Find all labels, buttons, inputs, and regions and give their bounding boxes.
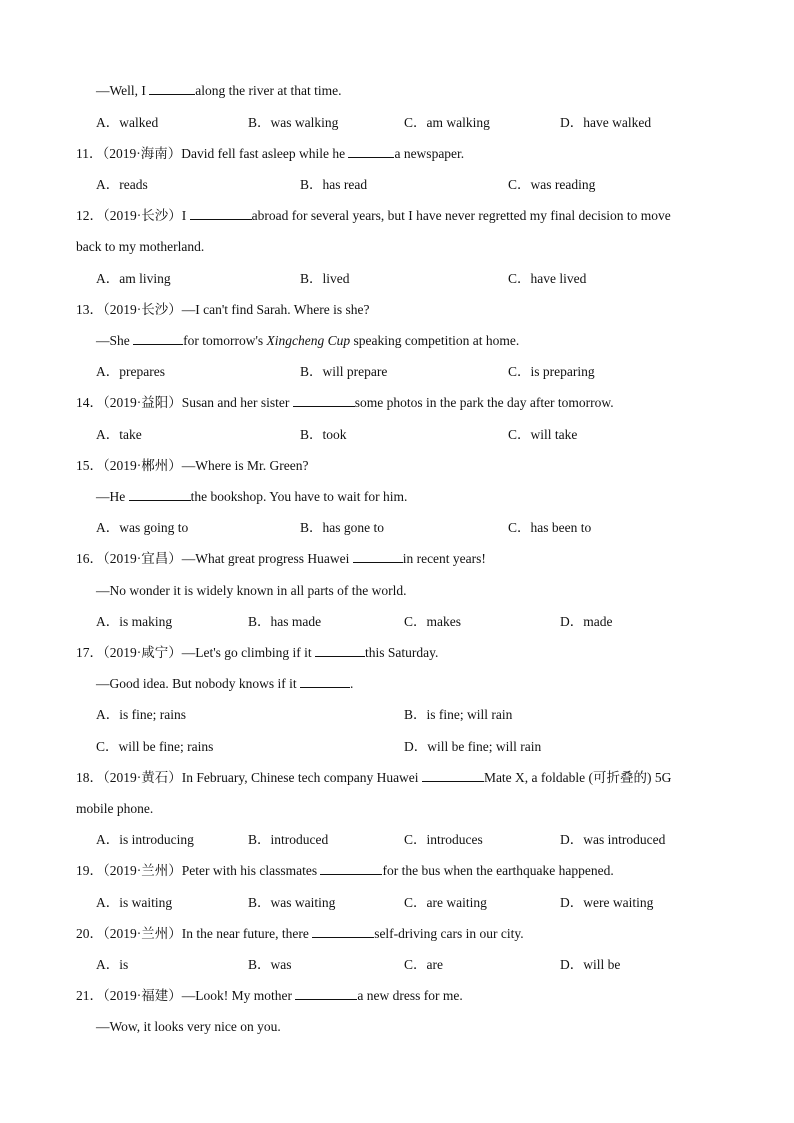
question-number: 21．（2019·福建）	[76, 988, 182, 1003]
option-d[interactable]: D．was introduced	[560, 832, 666, 847]
option-a[interactable]: A．prepares	[96, 364, 165, 379]
question-text: —Let's go climbing if it	[181, 645, 316, 660]
option-d[interactable]: D．will be fine; will rain	[404, 739, 542, 754]
option-a[interactable]: A．take	[96, 427, 142, 442]
option-a[interactable]: A．is fine; rains	[96, 707, 186, 722]
option-c[interactable]: C．introduces	[404, 832, 483, 847]
question-line: —Wow, it looks very nice on you.	[96, 1019, 281, 1034]
option-c[interactable]: C．will be fine; rains	[96, 739, 214, 754]
question-number: 14．（2019·益阳）	[76, 395, 182, 410]
answer-blank	[300, 675, 350, 688]
option-b[interactable]: B．was waiting	[248, 895, 336, 910]
option-d[interactable]: D．will be	[560, 957, 621, 972]
question-text: for the bus when the earthquake happened.	[382, 863, 614, 878]
question-text: I	[181, 208, 190, 223]
option-c[interactable]: C．are	[404, 957, 443, 972]
question-line	[96, 332, 519, 350]
question-line	[76, 207, 671, 225]
question-number: 18．（2019·黄石）	[76, 770, 182, 785]
question-text: Peter with his classmates	[181, 863, 321, 878]
option-c[interactable]: C．are waiting	[404, 895, 487, 910]
answer-blank	[293, 394, 355, 407]
question-text: Mate X, a foldable (可折叠的) 5G	[483, 770, 672, 785]
question-text: —Good idea. But nobody knows if it	[96, 676, 300, 691]
question-continuation: mobile phone.	[76, 801, 154, 816]
question-number: 13．（2019·长沙）	[76, 302, 182, 317]
question-text: In the near future, there	[181, 926, 313, 941]
question-line	[76, 457, 308, 475]
question-number: 15．（2019·郴州）	[76, 458, 182, 473]
question-text: —Where is Mr. Green?	[181, 458, 309, 473]
option-b[interactable]: B．has made	[248, 614, 322, 629]
option-d[interactable]: D．were waiting	[560, 895, 654, 910]
option-b[interactable]: B．is fine; will rain	[404, 707, 513, 722]
question-text: along the river at that time.	[195, 83, 342, 98]
option-b[interactable]: B．introduced	[248, 832, 329, 847]
question-text: —Look! My mother	[181, 988, 296, 1003]
option-a[interactable]: A．is waiting	[96, 895, 173, 910]
option-b[interactable]: B．was walking	[248, 115, 339, 130]
question-line	[96, 488, 407, 506]
question-text: —I can't find Sarah. Where is she?	[181, 302, 370, 317]
question-line	[76, 987, 463, 1005]
question-line	[76, 644, 438, 662]
answer-blank	[320, 862, 382, 875]
question-line: —No wonder it is widely known in all parts of the world.	[96, 583, 407, 598]
option-c[interactable]: C．has been to	[508, 520, 592, 535]
option-c[interactable]: C．am walking	[404, 115, 490, 130]
answer-blank	[190, 207, 252, 220]
answer-blank	[315, 644, 365, 657]
answer-blank	[348, 145, 394, 158]
option-c[interactable]: C．have lived	[508, 271, 587, 286]
question-line	[96, 82, 341, 100]
answer-blank	[422, 769, 484, 782]
question-text: some photos in the park the day after tomorrow.	[354, 395, 614, 410]
question-number: 12．（2019·长沙）	[76, 208, 182, 223]
question-text: —He	[96, 489, 129, 504]
option-a[interactable]: A．am living	[96, 271, 171, 286]
competition-name: Xingcheng Cup	[266, 333, 351, 348]
option-b[interactable]: B．will prepare	[300, 364, 388, 379]
option-d[interactable]: D．made	[560, 614, 613, 629]
question-text: —She	[96, 333, 134, 348]
option-a[interactable]: A．reads	[96, 177, 148, 192]
option-a[interactable]: A．was going to	[96, 520, 189, 535]
option-a[interactable]: A．walked	[96, 115, 159, 130]
question-text: this Saturday.	[365, 645, 439, 660]
question-line	[96, 675, 353, 693]
question-text: the bookshop. You have to wait for him.	[190, 489, 408, 504]
question-text: in recent years!	[402, 551, 486, 566]
question-line	[76, 769, 671, 787]
question-number: 17．（2019·咸宁）	[76, 645, 182, 660]
answer-blank	[133, 332, 183, 345]
option-b[interactable]: B．has read	[300, 177, 368, 192]
question-text: .	[350, 676, 354, 691]
answer-blank	[312, 925, 374, 938]
question-line	[76, 925, 524, 943]
option-c[interactable]: C．was reading	[508, 177, 596, 192]
answer-blank	[129, 488, 191, 501]
question-number: 16．（2019·宜昌）	[76, 551, 182, 566]
question-text: —Well, I	[96, 83, 150, 98]
option-b[interactable]: B．lived	[300, 271, 350, 286]
option-b[interactable]: B．was	[248, 957, 292, 972]
question-line	[76, 394, 614, 412]
option-c[interactable]: C．will take	[508, 427, 578, 442]
question-text: a newspaper.	[394, 146, 465, 161]
question-text: —What great progress Huawei	[181, 551, 353, 566]
question-text: David fell fast asleep while he	[181, 146, 349, 161]
question-line	[76, 301, 370, 319]
option-d[interactable]: D．have walked	[560, 115, 652, 130]
question-text: In February, Chinese tech company Huawei	[181, 770, 422, 785]
question-line	[76, 145, 464, 163]
option-a[interactable]: A．is introducing	[96, 832, 194, 847]
answer-blank	[149, 82, 195, 95]
option-b[interactable]: B．has gone to	[300, 520, 384, 535]
question-number: 19．（2019·兰州）	[76, 863, 182, 878]
question-line	[76, 862, 614, 880]
question-text: self-driving cars in our city.	[374, 926, 524, 941]
answer-blank	[295, 987, 357, 1000]
option-c[interactable]: C．is preparing	[508, 364, 595, 379]
question-text: abroad for several years, but I have never regretted my final decision to move	[251, 208, 671, 223]
option-a[interactable]: A．is	[96, 957, 129, 972]
question-number: 11．（2019·海南）	[76, 146, 182, 161]
question-number: 20．（2019·兰州）	[76, 926, 182, 941]
question-text: Susan and her sister	[181, 395, 293, 410]
option-a[interactable]: A．is making	[96, 614, 173, 629]
question-line	[76, 550, 486, 568]
question-text: a new dress for me.	[357, 988, 463, 1003]
answer-blank	[353, 550, 403, 563]
option-c[interactable]: C．makes	[404, 614, 461, 629]
question-continuation: back to my motherland.	[76, 239, 205, 254]
question-text: for tomorrow's	[183, 333, 267, 348]
option-b[interactable]: B．took	[300, 427, 347, 442]
question-text: speaking competition at home.	[350, 333, 520, 348]
